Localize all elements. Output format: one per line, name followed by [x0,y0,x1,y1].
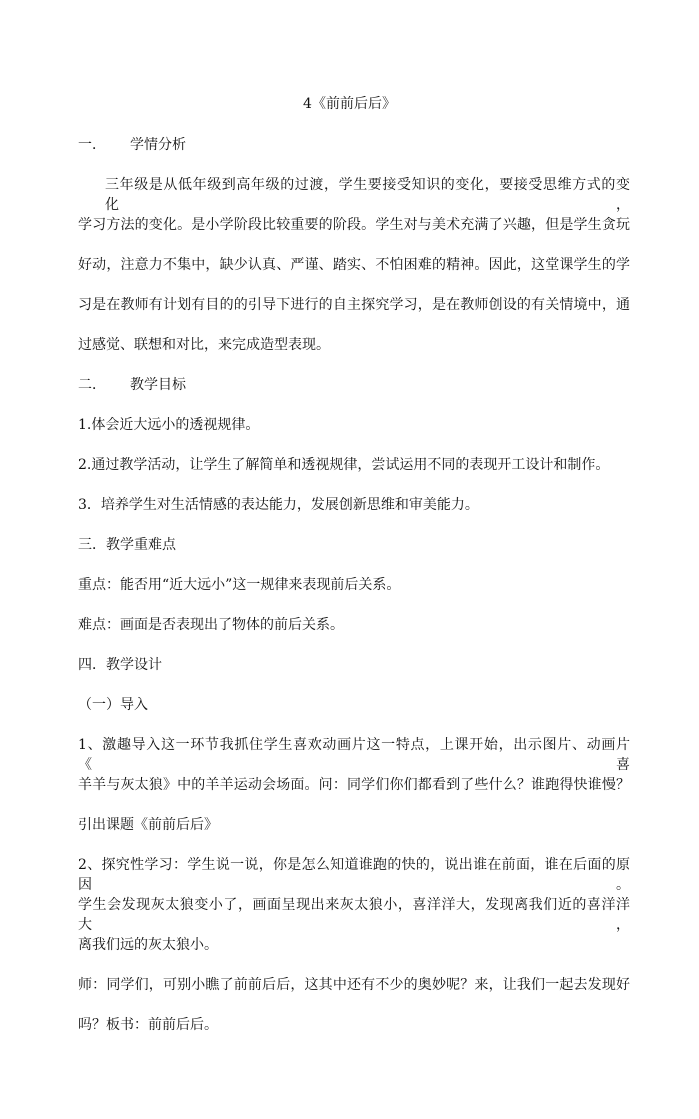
paragraph-line: 离我们远的灰太狼小。 [78,937,218,953]
page-title: 4《前前后后》 [303,96,396,112]
section-heading-design: 四．教学设计 [78,657,162,673]
paragraph-line: 羊羊与灰太狼》中的羊羊运动会场面。问：同学们你们都看到了些什么？谁跑得快谁慢？ [78,777,630,793]
key-point-text: 重点：能否用“近大远小”这一规律来表现前后关系。 [78,577,401,593]
paragraph-line: 学习方法的变化。是小学阶段比较重要的阶段。学生对与美术充满了兴趣，但是学生贪玩 [78,217,630,233]
paragraph-line: 师：同学们，可别小瞧了前前后后，这其中还有不少的奥妙呢？来，让我们一起去发现好 [78,977,630,993]
paragraph-line: 引出课题《前前后后》 [78,817,218,833]
section-heading-analysis [78,135,186,155]
subsection-heading: （一）导入 [78,697,148,713]
paragraph-line: 三年级是从低年级到高年级的过渡，学生要接受知识的变化，要接受思维方式的变化， [105,177,630,213]
paragraph-line: 1、激趣导入这一环节我抓住学生喜欢动画片这一特点，上课开始，出示图片、动画片《喜 [78,737,630,773]
section-label: 学情分析 [130,137,186,153]
paragraph-line: 学生会发现灰太狼变小了，画面呈现出来灰太狼小，喜洋洋大，发现离我们近的喜洋洋大， [78,897,630,933]
section-number: 一． [78,137,106,153]
paragraph-line: 过感觉、联想和对比，来完成造型表现。 [78,337,330,353]
section-heading-goals [78,375,186,395]
goal-item: 1.体会近大远小的透视规律。 [78,417,260,433]
paragraph-line: 习是在教师有计划有目的的引导下进行的自主探究学习，是在教师创设的有关情境中，通 [78,297,630,313]
paragraph-line: 2、探究性学习：学生说一说，你是怎么知道谁跑的快的，说出谁在前面，谁在后面的原因。 [78,857,630,893]
difficulty-text: 难点：画面是否表现出了物体的前后关系。 [78,617,344,633]
goal-item: 2.通过教学活动，让学生了解简单和透视规律，尝试运用不同的表现开工设计和制作。 [78,457,610,473]
section-heading-key-points: 三．教学重难点 [78,537,176,553]
goal-item: 3．培养学生对生活情感的表达能力，发展创新思维和审美能力。 [78,497,479,513]
section-label: 教学目标 [130,377,186,393]
paragraph-line: 好动，注意力不集中，缺少认真、严谨、踏实、不怕困难的精神。因此，这堂课学生的学 [78,257,630,273]
paragraph-line: 吗？板书：前前后后。 [78,1017,218,1033]
section-number: 二． [78,377,106,393]
